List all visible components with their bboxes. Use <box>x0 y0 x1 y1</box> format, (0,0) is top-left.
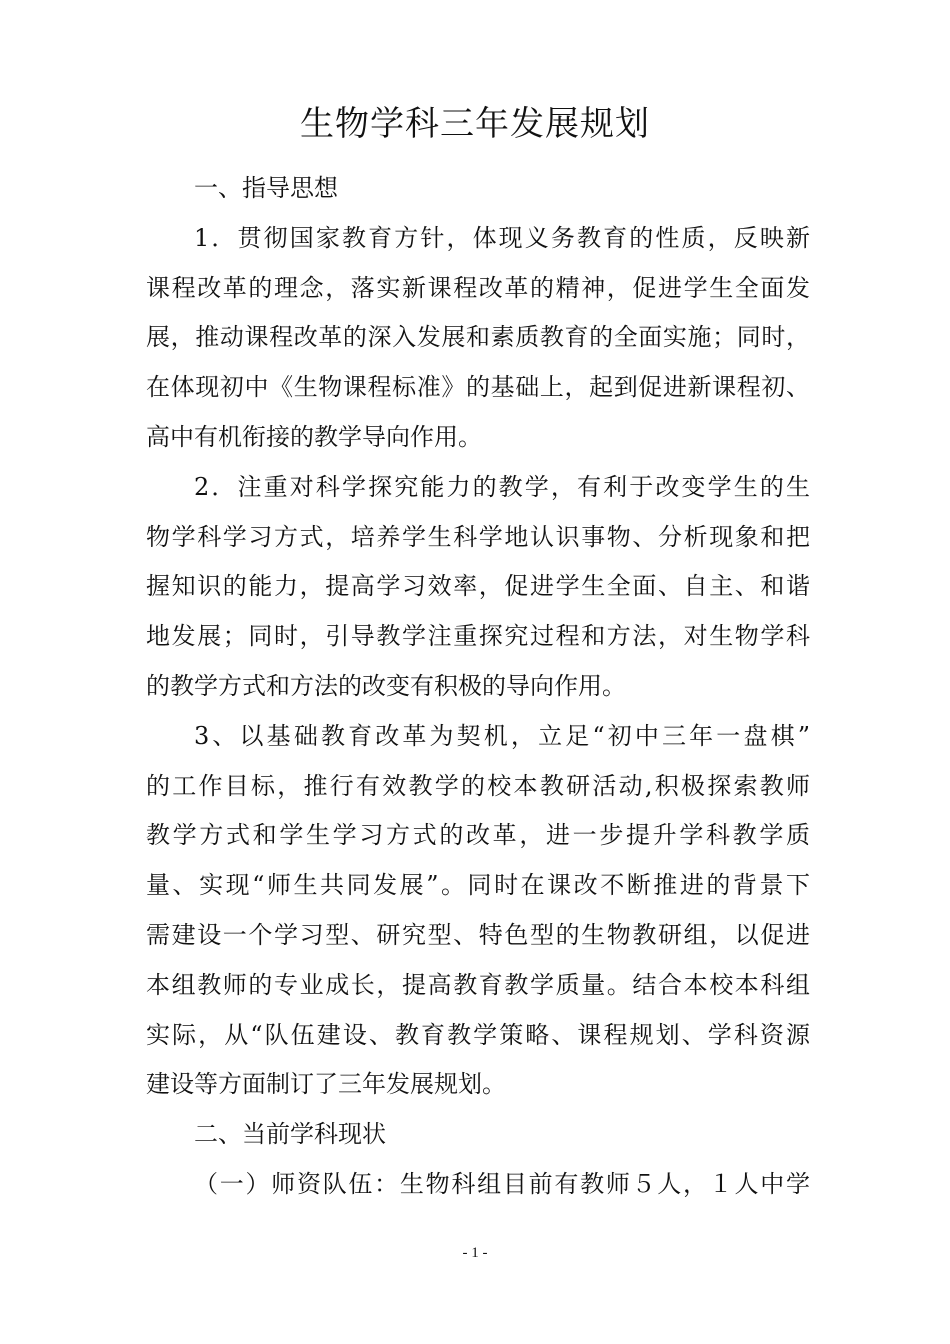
document-title: 生物学科三年发展规划 <box>300 104 650 144</box>
text-line: 量、实现“师生共同发展”。同时在课改不断推进的背景下 <box>146 871 810 900</box>
text-line: 高中有机衔接的教学导向作用。 <box>146 422 482 451</box>
text-line: 建设等方面制订了三年发展规划。 <box>146 1070 506 1099</box>
text-line: 一、指导思想 <box>194 174 338 202</box>
text-line: 需建设一个学习型、研究型、特色型的生物教研组，以促进 <box>146 920 810 949</box>
text-line: 展，推动课程改革的深入发展和素质教育的全面实施；同时， <box>146 323 810 352</box>
text-line: 握知识的能力，提高学习效率，促进学生全面、自主、和谐 <box>146 572 810 601</box>
text-line: 二、当前学科现状 <box>194 1120 386 1149</box>
text-line: 的教学方式和方法的改变有积极的导向作用。 <box>146 671 626 700</box>
text-line: 教学方式和学生学习方式的改革，进一步提升学科教学质 <box>146 821 810 850</box>
text-line: 1．贯彻国家教育方针，体现义务教育的性质，反映新 <box>194 223 810 252</box>
text-line: 的工作目标，推行有效教学的校本教研活动,积极探索教师 <box>146 771 810 800</box>
text-line: 3、以基础教育改革为契机，立足“初中三年一盘棋” <box>194 721 810 750</box>
text-line: 物学科学习方式，培养学生科学地认识事物、分析现象和把 <box>146 522 810 551</box>
text-line: 实际，从“队伍建设、教育教学策略、课程规划、学科资源 <box>146 1020 810 1049</box>
document-body <box>146 164 810 1210</box>
text-line: 地发展；同时，引导教学注重探究过程和方法，对生物学科 <box>146 622 810 651</box>
text-line: （一）师资队伍：生物科组目前有教师５人，１人中学 <box>194 1169 810 1198</box>
text-line: 课程改革的理念，落实新课程改革的精神，促进学生全面发 <box>146 273 810 302</box>
text-line: 本组教师的专业成长，提高教育教学质量。结合本校本科组 <box>146 970 810 999</box>
text-line: 在体现初中《生物课程标准》的基础上，起到促进新课程初、 <box>146 373 810 402</box>
text-line: 2．注重对科学探究能力的教学，有利于改变学生的生 <box>194 472 810 501</box>
page-number: - 1 - <box>462 1245 488 1261</box>
